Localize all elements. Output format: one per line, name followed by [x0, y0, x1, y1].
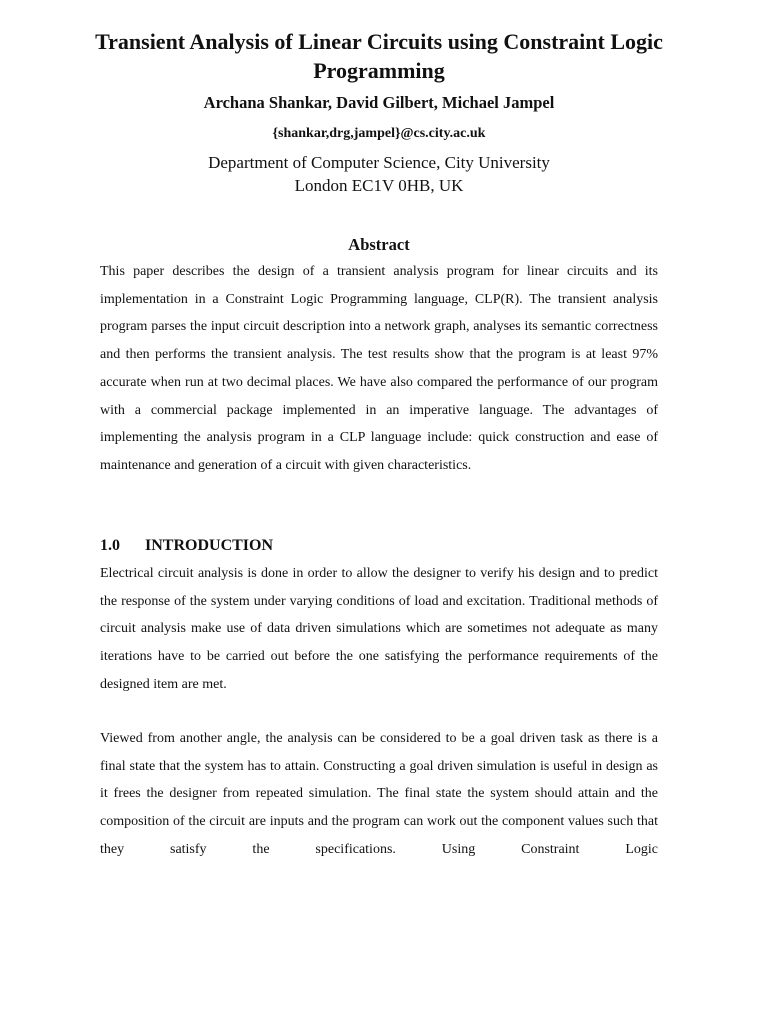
section-title: INTRODUCTION	[145, 537, 274, 554]
section-heading-introduction	[100, 535, 273, 557]
paper-title: Transient Analysis of Linear Circuits using Constraint Logic Programming	[95, 29, 663, 83]
affiliation-department: Department of Computer Science, City University	[208, 153, 550, 172]
section-number: 1.0	[100, 537, 120, 554]
introduction-paragraph-2: Viewed from another angle, the analysis can be considered to be a goal driven task as there is a final state that the system has to attain. Constructing a goal driven simulation is useful in design as it frees the designer from repeated simulation. The final state the system should attain and the composition of the circuit are inputs and the program can work out the component values such that they satisfy the specifications. Using Constraint Logic	[100, 731, 658, 857]
author-emails: {shankar,drg,jampel}@cs.city.ac.uk	[272, 126, 486, 141]
author-list: Archana Shankar, David Gilbert, Michael Jampel	[203, 93, 555, 112]
affiliation-address: London EC1V 0HB, UK	[294, 176, 464, 195]
abstract-heading: Abstract	[348, 235, 410, 254]
affiliation	[60, 151, 698, 197]
introduction-paragraph-1: Electrical circuit analysis is done in order to allow the designer to verify his design and to predict the response of the system under varying conditions of load and excitation. Traditional methods of circuit analysis make use of data driven simulations which are sometimes not adequate as many iterations have to be carried out before the one satisfying the performance requirements of the designed item are met.	[100, 566, 658, 692]
abstract-body: This paper describes the design of a transient analysis program for linear circuits and its implementation in a Constraint Logic Programming language, CLP(R). The transient analysis program parses the input circuit description into a network graph, analyses its semantic correctness and then performs the transient analysis. The test results show that the program is at least 97% accurate when run at two decimal places. We have also compared the performance of our program with a commercial package implemented in an imperative language. The advantages of implementing the analysis program in a CLP language include: quick construction and ease of maintenance and generation of a circuit with given characteristics.	[100, 264, 658, 473]
